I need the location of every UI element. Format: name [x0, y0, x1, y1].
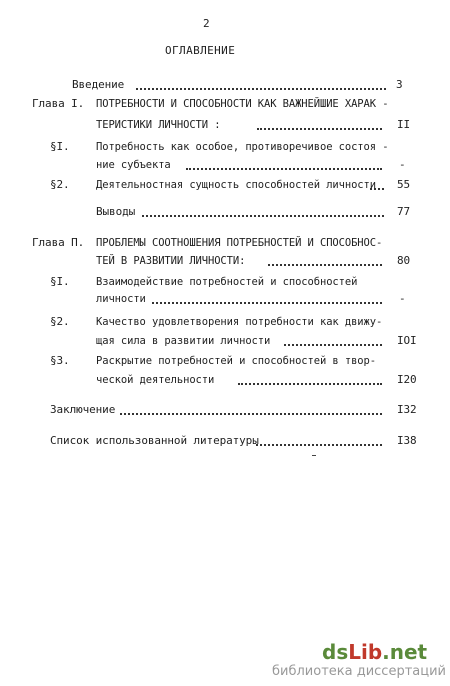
toc-ch1-page: II — [397, 118, 411, 131]
toc-ch2-leader — [268, 263, 382, 266]
toc-ch1-label: Глава I. — [32, 97, 85, 110]
toc-conclusion-leader — [120, 412, 382, 415]
toc-ch2-s2-line2: щая сила в развитии личности — [96, 335, 271, 347]
toc-ch1-s1-label: §I. — [50, 140, 70, 153]
toc-ch1-s2-label: §2. — [50, 178, 70, 191]
toc-intro-label: Введение — [72, 78, 125, 91]
toc-ch1-s2-line1: Деятельностная сущность способностей личности — [96, 179, 376, 191]
toc-ch2-s3-page: I20 — [397, 373, 417, 386]
toc-ch2-s3-line1: Раскрытие потребностей и способностей в твор- — [96, 355, 376, 367]
toc-ch2-s1-line2: личности — [96, 293, 146, 305]
toc-bibliography-leader — [256, 443, 382, 446]
toc-ch1-s2-leader — [370, 187, 384, 190]
toc-ch2-s1-page: - — [399, 292, 406, 305]
toc-ch2-s1-line1: Взаимодействие потребностей и способностей — [96, 276, 358, 288]
dslib-logo-ds: ds — [322, 640, 349, 664]
toc-ch2-s3-line2: ческой деятельности — [96, 374, 215, 386]
toc-ch1-s1-page: - — [399, 158, 406, 171]
toc-ch1-s2-page: 55 — [397, 178, 411, 191]
toc-ch2-s2-label: §2. — [50, 315, 70, 328]
toc-bibliography-label: Список использованной литературы — [50, 434, 259, 447]
toc-ch2-s1-leader — [152, 301, 382, 304]
toc-ch2-title-line1: ПРОБЛЕМЫ СООТНОШЕНИЯ ПОТРЕБНОСТЕЙ И СПОСОБНОС- — [96, 237, 383, 249]
toc-ch1-s1-line1: Потребность как особое, противоречивое состоя - — [96, 141, 389, 153]
toc-ch2-title-line2: ТЕЙ В РАЗВИТИИ ЛИЧНОСТИ: — [96, 255, 246, 267]
toc-conclusion-page: I32 — [397, 403, 417, 416]
toc-ch1-title-line2: ТЕРИСТИКИ ЛИЧНОСТИ : — [96, 119, 221, 131]
toc-ch2-label: Глава П. — [32, 236, 85, 249]
toc-ch1-s1-leader — [186, 167, 382, 170]
dslib-logo-net: .net — [382, 640, 428, 664]
toc-ch2-s2-line1: Качество удовлетворения потребности как движу- — [96, 316, 383, 328]
toc-ch1-conclusions-leader — [142, 214, 384, 217]
toc-bibliography-page: I38 — [397, 434, 417, 447]
toc-ch2-s3-leader — [238, 382, 382, 385]
toc-conclusion-label: Заключение — [50, 403, 116, 416]
toc-ch1-title-line1: ПОТРЕБНОСТИ И СПОСОБНОСТИ КАК ВАЖНЕЙШИЕ ХАРАК - — [96, 98, 389, 110]
page-title: ОГЛАВЛЕНИЕ — [165, 44, 236, 57]
dslib-logo-lib: Lib — [348, 640, 383, 664]
toc-ch2-page: 80 — [397, 254, 411, 267]
toc-ch1-s1-line2: ние субъекта — [96, 159, 171, 171]
dslib-subtitle: библиотека диссертаций — [272, 664, 446, 679]
toc-ch1-conclusions-page: 77 — [397, 205, 411, 218]
toc-ch2-s2-leader — [284, 343, 382, 346]
stray-mark — [312, 455, 316, 456]
dslib-logo — [322, 640, 427, 664]
toc-intro-leader — [136, 87, 386, 90]
toc-ch1-leader — [257, 127, 382, 130]
toc-intro-page: 3 — [396, 78, 403, 91]
toc-ch1-conclusions-label: Выводы — [96, 205, 136, 218]
toc-ch2-s2-page: IOI — [397, 334, 417, 347]
toc-ch2-s3-label: §3. — [50, 354, 70, 367]
toc-ch2-s1-label: §I. — [50, 275, 70, 288]
page-number: 2 — [203, 17, 210, 30]
